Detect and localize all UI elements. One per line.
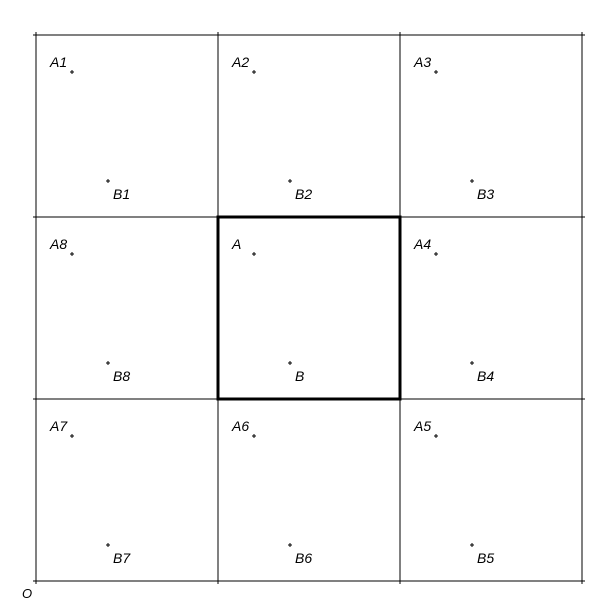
point-b-label: B3 bbox=[477, 186, 495, 202]
point-b-label: B bbox=[295, 368, 305, 384]
point-b-label: B2 bbox=[295, 186, 313, 202]
point-b-label: B1 bbox=[113, 186, 131, 202]
origin-label: O bbox=[22, 586, 33, 600]
point-b-label: B4 bbox=[477, 368, 495, 384]
grid-lines bbox=[33, 32, 585, 584]
center-cell-highlight bbox=[218, 217, 400, 399]
center-cell-border bbox=[218, 217, 400, 399]
point-a-label: A bbox=[232, 236, 242, 252]
point-a-label: A1 bbox=[50, 54, 68, 70]
point-a-label: A8 bbox=[50, 236, 68, 252]
point-a-label: A2 bbox=[232, 54, 250, 70]
point-b-label: B6 bbox=[295, 550, 313, 566]
point-a-label: A6 bbox=[232, 418, 250, 434]
point-b-label: B8 bbox=[113, 368, 131, 384]
point-a-label: A5 bbox=[414, 418, 432, 434]
point-b-label: B5 bbox=[477, 550, 495, 566]
point-a-label: A3 bbox=[414, 54, 432, 70]
point-b-label: B7 bbox=[113, 550, 131, 566]
point-a-label: A4 bbox=[414, 236, 432, 252]
point-markers bbox=[49, 54, 494, 566]
point-a-label: A7 bbox=[50, 418, 68, 434]
